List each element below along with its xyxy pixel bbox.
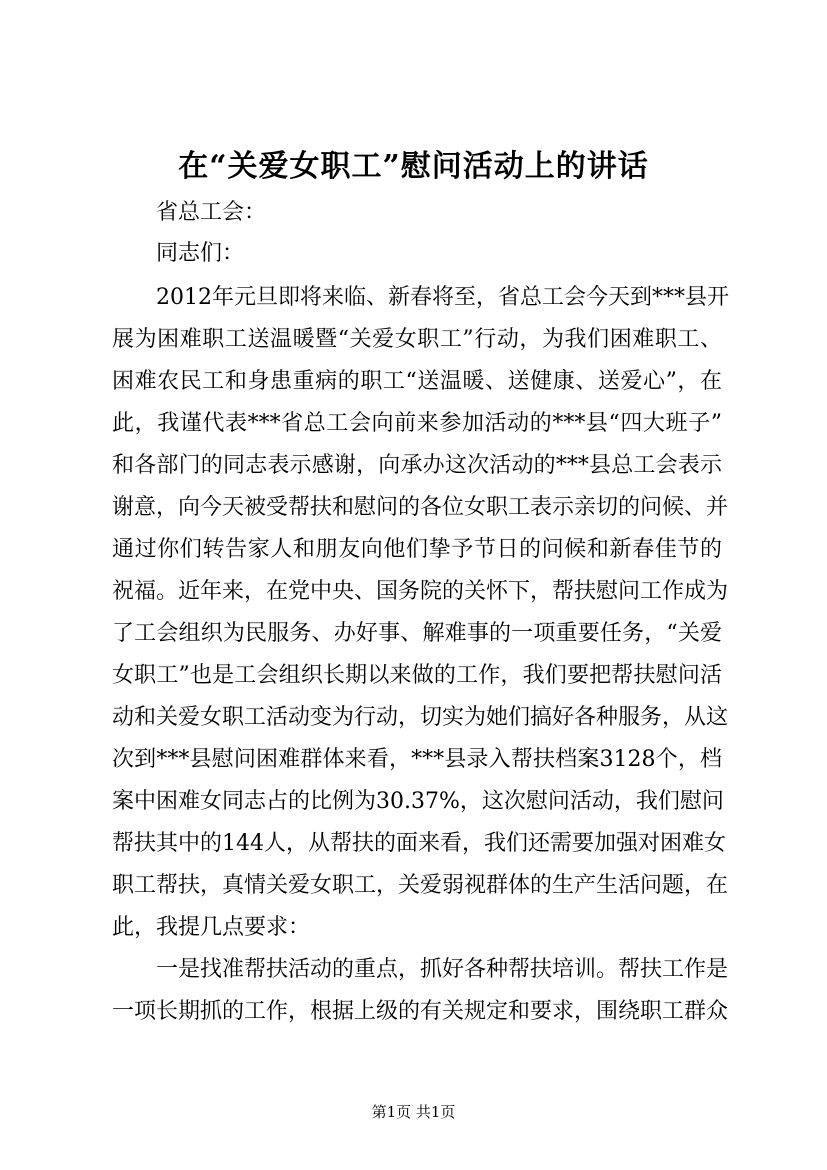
body-text-line: 困难农民工和身患重病的职工“送温暖、送健康、送爱心”，在 <box>112 369 722 394</box>
body-text-line: 次到***县慰问困难群体来看，***县录入帮扶档案3128个，档 <box>112 747 722 772</box>
body-text-line: 动和关爱女职工活动变为行动，切实为她们搞好各种服务，从这 <box>112 705 729 730</box>
body-text-line: 一是找准帮扶活动的重点，抓好各种帮扶培训。帮扶工作是 <box>156 957 729 982</box>
page-number-footer: 第1页 共1页 <box>371 1103 456 1121</box>
body-text-line: 此，我谨代表***省总工会向前来参加活动的***县“四大班子” <box>112 411 722 436</box>
body-text-line: 一项长期抓的工作，根据上级的有关规定和要求，围绕职工群众 <box>112 999 729 1024</box>
salutation-recipient: 省总工会： <box>156 200 267 225</box>
body-text-line: 通过你们转告家人和朋友向他们挚予节日的问候和新春佳节的 <box>112 537 722 562</box>
body-text-line: 女职工”也是工会组织长期以来做的工作，我们要把帮扶慰问活 <box>112 663 722 688</box>
page-title: 在“关爱女职工”慰问活动上的讲话 <box>178 149 649 184</box>
body-text-line: 祝福。近年来，在党中央、国务院的关怀下，帮扶慰问工作成为 <box>112 579 729 604</box>
body-text-line: 此，我提几点要求： <box>112 915 311 940</box>
body-text-line: 和各部门的同志表示感谢，向承办这次活动的***县总工会表示 <box>112 453 722 478</box>
body-text-line: 了工会组织为民服务、办好事、解难事的一项重要任务，“关爱 <box>112 621 722 646</box>
body-text-line: 职工帮扶，真情关爱女职工，关爱弱视群体的生产生活问题，在 <box>112 873 729 898</box>
body-text-line: 2012年元旦即将来临、新春将至，省总工会今天到***县开 <box>156 285 729 310</box>
salutation-comrades: 同志们： <box>156 241 245 266</box>
body-text-line: 案中困难女同志占的比例为30.37%，这次慰问活动，我们慰问 <box>112 789 724 814</box>
body-text-line: 展为困难职工送温暖暨“关爱女职工”行动，为我们困难职工、 <box>112 327 722 352</box>
body-text-line: 谢意，向今天被受帮扶和慰问的各位女职工表示亲切的问候、并 <box>112 495 729 520</box>
body-text-line: 帮扶其中的144人，从帮扶的面来看，我们还需要加强对困难女 <box>112 831 726 856</box>
